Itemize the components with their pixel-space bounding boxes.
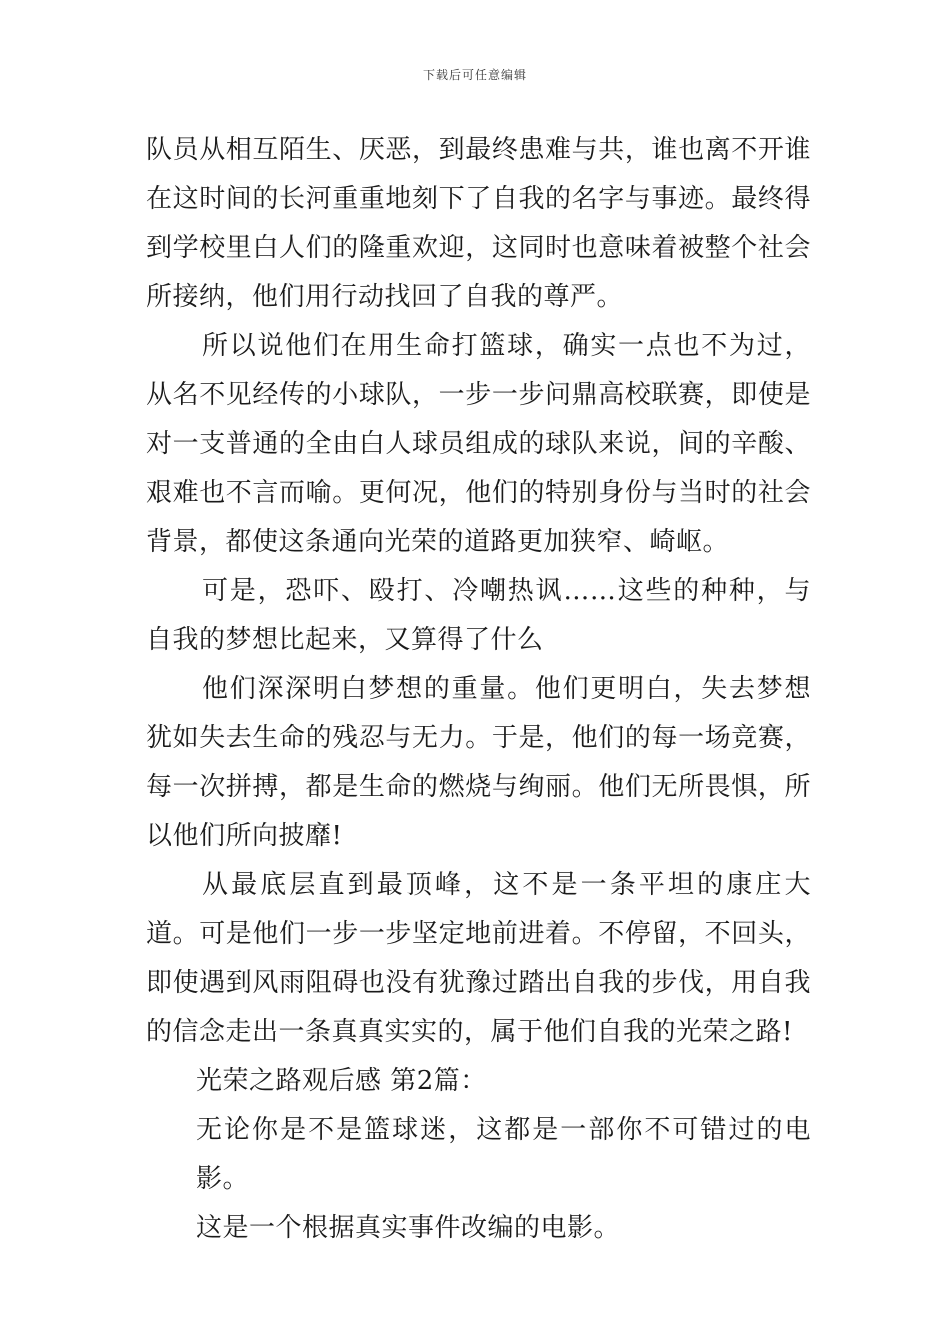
paragraph: 从最底层直到最顶峰，这不是一条平坦的康庄大道。可是他们一步一步坚定地前进着。不停留，不回头，即使遇到风雨阻碍也没有犹豫过踏出自我的步伐，用自我的信念走出一条真真实实的，属于他们自我的光荣之路! [146, 870, 811, 1047]
section-heading: 光荣之路观后感 第2篇： [196, 1066, 487, 1096]
paragraph: 他们深深明白梦想的重量。他们更明白，失去梦想犹如失去生命的残忍与无力。于是，他们的每一场竞赛，每一次拼搏，都是生命的燃烧与绚丽。他们无所畏惧，所以他们所向披靡! [146, 674, 811, 851]
paragraph: 无论你是不是篮球迷，这都是一部你不可错过的电影。 [196, 1115, 811, 1194]
paragraph-continuation: 队员从相互陌生、厌恶，到最终患难与共，谁也离不开谁在这时间的长河重重地刻下了自我的名字与事迹。最终得到学校里白人们的隆重欢迎，这同时也意味着被整个社会所接纳，他们用行动找回了自我的尊严。 [146, 135, 811, 312]
document-body [146, 126, 811, 1253]
paragraph: 所以说他们在用生命打篮球，确实一点也不为过，从名不见经传的小球队，一步一步问鼎高校联赛，即使是对一支普通的全由白人球员组成的球队来说，间的辛酸、艰难也不言而喻。更何况，他们的特别身份与当时的社会背景，都使这条通向光荣的道路更加狭窄、崎岖。 [146, 331, 811, 557]
paragraph: 可是，恐吓、殴打、冷嘲热讽……这些的种种，与自我的梦想比起来，又算得了什么 [146, 576, 811, 655]
paragraph: 这是一个根据真实事件改编的电影。 [196, 1213, 621, 1243]
page-header: 下载后可任意编辑 [422, 68, 527, 82]
